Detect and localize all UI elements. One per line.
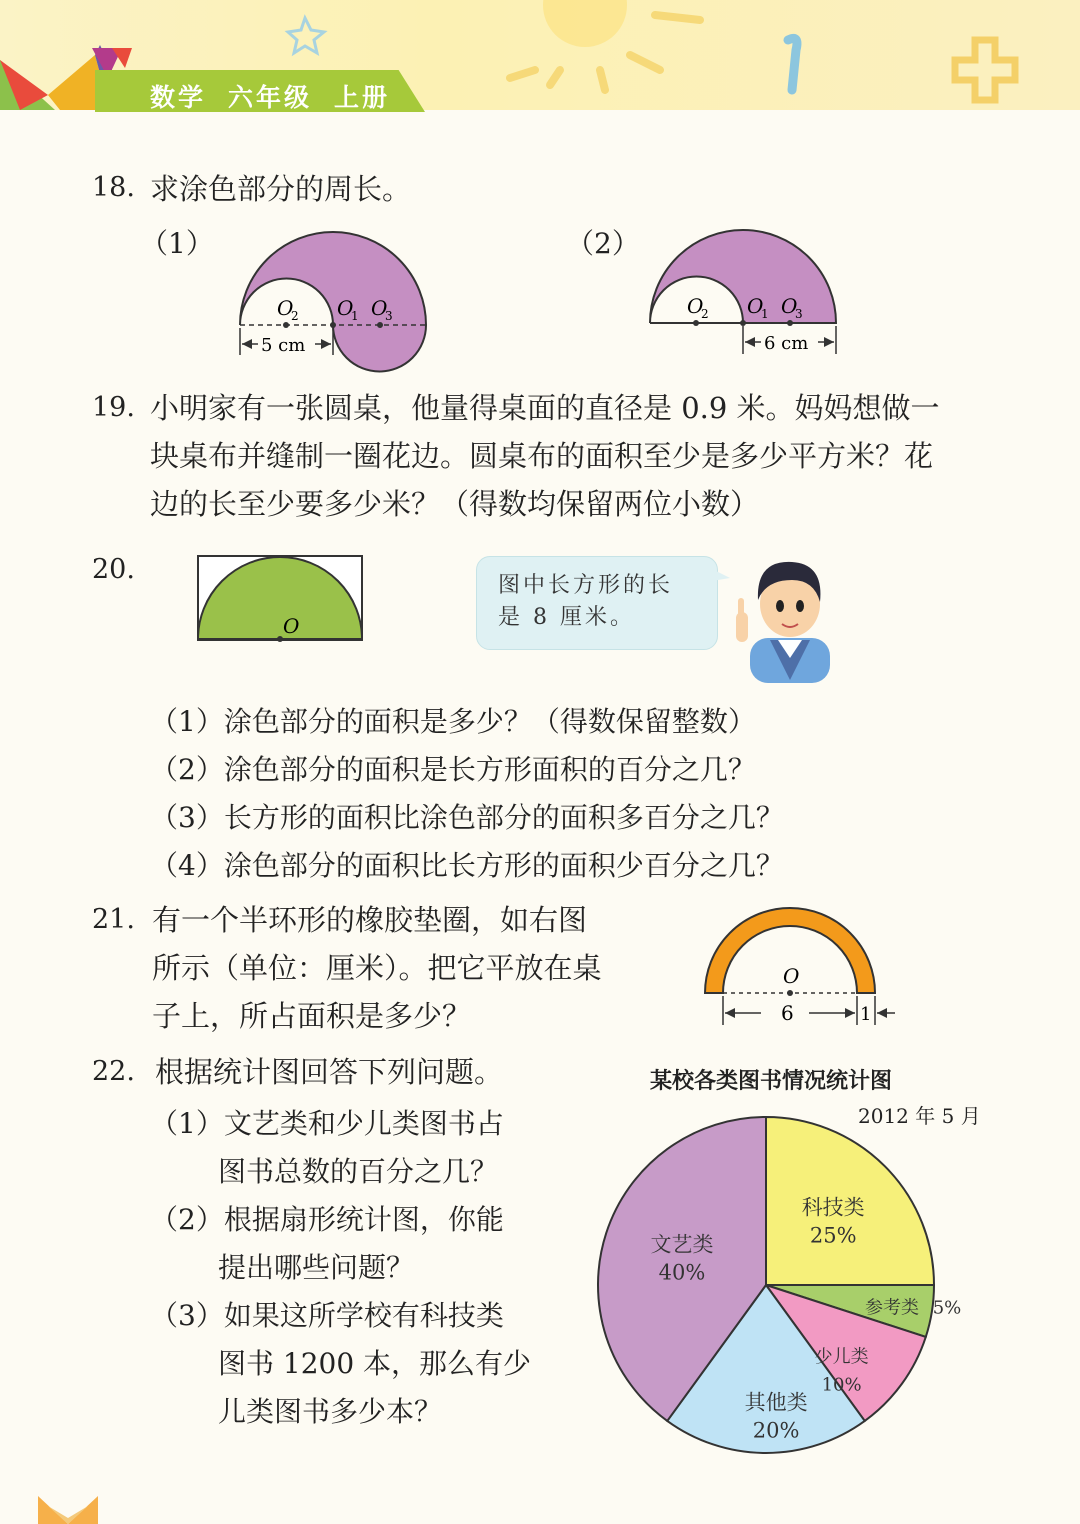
q19-number: 19. xyxy=(92,392,135,423)
q22-sub-2-line-2: 提出哪些问题？ xyxy=(218,1251,415,1284)
q18-fig2-o2: O xyxy=(687,294,704,318)
q21-center-label: O xyxy=(783,964,800,988)
q18-fig2-o3: O xyxy=(781,294,798,318)
pie-label-name-1: 参考类 xyxy=(865,1297,919,1319)
q18-fig2-o1-sub: 1 xyxy=(761,307,769,321)
header-subject: 数学 xyxy=(150,83,207,112)
q20-sub-2: （2）涂色部分的面积是长方形面积的百分之几？ xyxy=(150,753,756,786)
q21-inner-measure: 6 xyxy=(781,1001,794,1025)
q18-fig1-label: （1） xyxy=(140,227,214,260)
pie-label-name-2: 少儿类 xyxy=(814,1346,869,1368)
plus-icon xyxy=(955,40,1015,100)
pie-label-value-3: 20% xyxy=(752,1418,800,1443)
chart-title: 某校各类图书情况统计图 xyxy=(650,1069,893,1094)
q22-text: 根据统计图回答下列问题。 xyxy=(155,1055,504,1089)
q18-fig2-o1: O xyxy=(747,294,764,318)
star-icon xyxy=(288,18,324,53)
q18-fig1-o3-sub: 3 xyxy=(385,309,393,323)
q22-sub-3-line-3: 儿类图书多少本？ xyxy=(218,1395,443,1428)
q21-line-1: 有一个半环形的橡胶垫圈，如右图 xyxy=(152,903,588,937)
pie-chart xyxy=(590,1120,962,1450)
q18-fig2-o3-sub: 3 xyxy=(795,307,803,321)
pie-label-value-2: 10% xyxy=(821,1374,862,1396)
q20-sub-4: （4）涂色部分的面积比长方形的面积少百分之几？ xyxy=(150,849,784,882)
sun-icon xyxy=(543,0,627,47)
chart-subtitle: 2012 年 5 月 xyxy=(858,1104,981,1128)
q22-sub-2-line-1: （2）根据扇形统计图，你能 xyxy=(150,1203,504,1236)
q18-shaded-region-2 xyxy=(650,230,836,323)
q21-width-measure: 1 xyxy=(860,1004,872,1025)
q18-figure-1 xyxy=(225,220,445,385)
pie-label-name-3: 其他类 xyxy=(744,1390,808,1415)
q19-line-2: 块桌布并缝制一圈花边。圆桌布的面积至少是多少平方米？花 xyxy=(150,439,934,473)
q22-sub-1-line-1: （1）文艺类和少儿类图书占 xyxy=(150,1107,504,1140)
q22-sub-1-line-2: 图书总数的百分之几？ xyxy=(218,1155,499,1188)
q21-figure xyxy=(695,905,905,1030)
q18-fig1-o2: O xyxy=(277,296,294,320)
q19-line-3: 边的长至少要多少米？（得数均保留两位小数） xyxy=(150,487,760,521)
q21-line-2: 所示（单位：厘米）。把它平放在桌 xyxy=(152,951,602,985)
q22-sub-3-line-2: 图书 1200 本，那么有少 xyxy=(218,1347,532,1380)
pie-label-name-4: 文艺类 xyxy=(650,1232,714,1257)
header-title xyxy=(150,78,412,114)
q18-fig1-o1-sub: 1 xyxy=(351,309,359,323)
q18-fig1-o3: O xyxy=(371,296,388,320)
q20-figure xyxy=(195,553,367,645)
boy-illustration xyxy=(728,548,838,683)
header-volume: 上册 xyxy=(334,83,391,112)
pie-label-value-0: 25% xyxy=(809,1223,857,1248)
q20-number: 20. xyxy=(92,554,135,585)
q18-fig2-measure: 6 cm xyxy=(764,333,809,354)
q22-sub-3-line-1: （3）如果这所学校有科技类 xyxy=(150,1299,504,1332)
q22-number: 22. xyxy=(92,1056,135,1087)
number-one-icon xyxy=(788,38,797,90)
pie-label-name-0: 科技类 xyxy=(801,1195,865,1220)
bubble-text xyxy=(498,570,673,634)
q20-sub-1: （1）涂色部分的面积是多少？（得数保留整数） xyxy=(150,705,756,738)
bubble-line-2: 是 8 厘米。 xyxy=(498,605,635,630)
q19-line-1: 小明家有一张圆桌，他量得桌面的直径是 0.9 米。妈妈想做一 xyxy=(150,391,940,425)
q18-fig1-o2-sub: 2 xyxy=(291,309,299,323)
q18-number: 18. xyxy=(92,172,135,203)
q21-line-3: 子上，所占面积是多少？ xyxy=(152,999,472,1033)
pie-label-value-4: 40% xyxy=(658,1260,706,1285)
pie-label-value-1: 5% xyxy=(932,1297,962,1319)
q20-sub-3: （3）长方形的面积比涂色部分的面积多百分之几？ xyxy=(150,801,784,834)
q18-fig2-label: （2） xyxy=(566,227,640,260)
q21-number: 21. xyxy=(92,904,135,935)
q18-fig1-o1: O xyxy=(337,296,354,320)
q20-center-label: O xyxy=(283,614,300,638)
q18-fig1-measure: 5 cm xyxy=(261,335,306,356)
q18-text: 求涂色部分的周长。 xyxy=(150,172,412,206)
bubble-line-1: 图中长方形的长 xyxy=(498,573,674,598)
header-grade: 六年级 xyxy=(228,83,313,112)
q18-figure-2 xyxy=(635,220,855,365)
q18-fig2-o2-sub: 2 xyxy=(701,307,709,321)
corner-decoration xyxy=(38,1496,100,1524)
